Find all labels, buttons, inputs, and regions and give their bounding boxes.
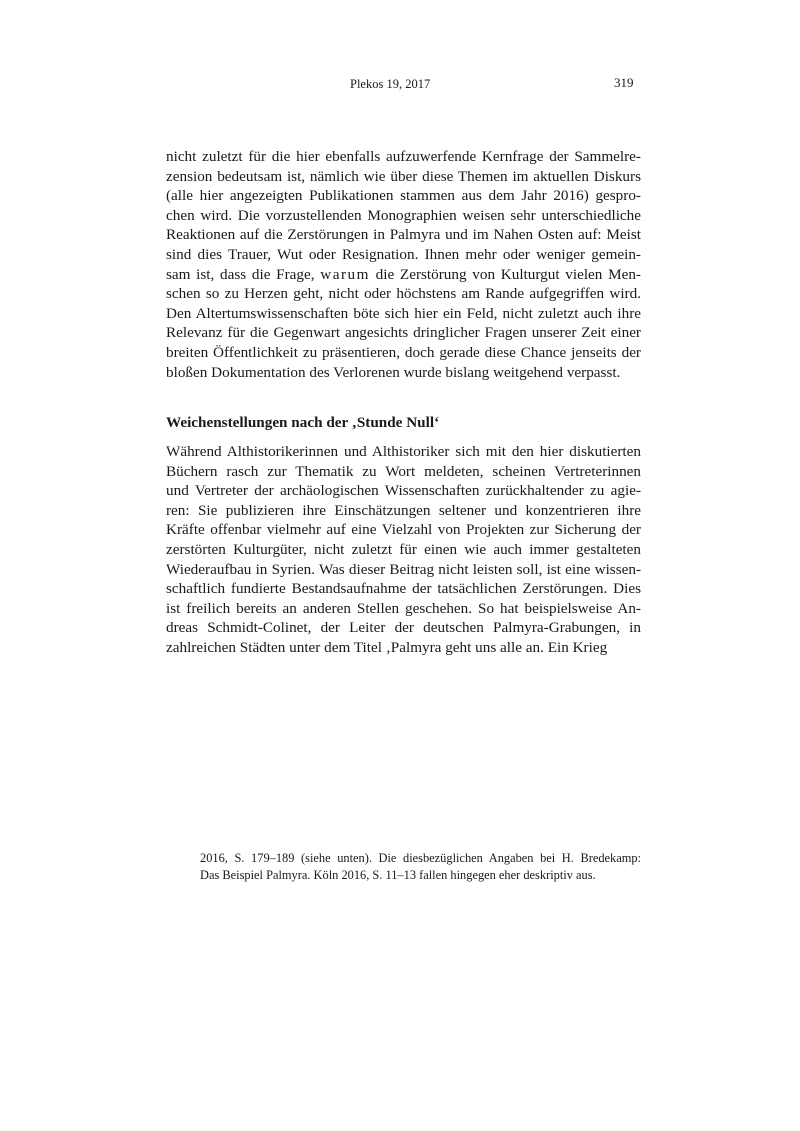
footnote [200, 850, 641, 883]
emphasis: warum [320, 265, 370, 283]
text-line: ren: Sie publizieren ihre Einschätzungen seltener und konzentrieren ihre [166, 501, 641, 519]
text-line: breiten Öffentlichkeit zu präsentieren, doch gerade diese Chance jenseits der [166, 343, 641, 361]
text-line: schaftlich fundierte Bestandsaufnahme der tatsächlichen Zerstörungen. Dies [166, 580, 641, 598]
text-line: zerstörten Kulturgüter, nicht zuletzt für einen wie auch immer gestalteten [166, 540, 641, 558]
text-line: sind dies Trauer, Wut oder Resignation. Ihnen mehr oder weniger gemein- [166, 245, 641, 263]
text-line: Reaktionen auf die Zerstörungen in Palmyra und im Nahen Osten auf: Meist [166, 226, 641, 244]
text-line: Relevanz für die Gegenwart angesichts dringlicher Fragen unserer Zeit einer [166, 324, 641, 342]
paragraph-1 [166, 147, 641, 382]
text-line: Kräfte offenbar vielmehr auf eine Vielzahl von Projekten zur Sicherung der [166, 521, 641, 539]
text-line: zahlreichen Städten unter dem Titel ‚Palmyra geht uns alle an. Ein Krieg [166, 638, 608, 656]
text-line: Das Beispiel Palmyra. Köln 2016, S. 11–13 fallen hingegen eher deskriptiv aus. [200, 867, 596, 882]
text-line: nicht zuletzt für die hier ebenfalls aufzuwerfende Kernfrage der Sammelre- [166, 148, 641, 165]
page-number: 319 [614, 75, 634, 90]
text-line: und Vertreter der archäologischen Wissenschaften zurückhaltender zu agie- [166, 482, 641, 500]
text-line: sam ist, dass die Frage, warum die Zerstörung von Kulturgut vielen Men- [166, 265, 641, 283]
text-line: 2016, S. 179–189 (siehe unten). Die diesbezüglichen Angaben bei H. Bredekamp: [200, 851, 641, 865]
text-line: (alle hier angezeigten Publikationen stammen aus dem Jahr 2016) gespro- [166, 187, 641, 205]
text-line: ist freilich bereits an anderen Stellen geschehen. So hat beispielsweise An- [166, 599, 641, 617]
text-line: dreas Schmidt-Colinet, der Leiter der deutschen Palmyra-Grabungen, in [166, 619, 641, 637]
text-line: chen wird. Die vorzustellenden Monographien weisen sehr unterschiedliche [166, 206, 641, 224]
text-line: Wiederaufbau in Syrien. Was dieser Beitrag nicht leisten soll, ist eine wissen- [166, 560, 641, 578]
text-line: schen so zu Herzen geht, nicht oder höchstens am Rande aufgegriffen wird. [166, 285, 641, 303]
section-heading: Weichenstellungen nach der ‚Stunde Null‘ [166, 414, 440, 431]
text-line: Während Althistorikerinnen und Althistoriker sich mit den hier diskutierten [166, 443, 641, 460]
text-line: bloßen Dokumentation des Verlorenen wurde bislang weitgehend verpasst. [166, 363, 621, 381]
text-line: Den Altertumswissenschaften böte sich hier ein Feld, nicht zuletzt auch ihre [166, 304, 641, 322]
text-line: zension bedeutsam ist, nämlich wie über diese Themen im aktuellen Diskurs [166, 167, 641, 185]
text-line: Büchern rasch zur Thematik zu Wort meldeten, scheinen Vertreterinnen [166, 462, 641, 480]
running-title: Plekos 19, 2017 [350, 77, 431, 91]
paragraph-2 [166, 442, 641, 658]
